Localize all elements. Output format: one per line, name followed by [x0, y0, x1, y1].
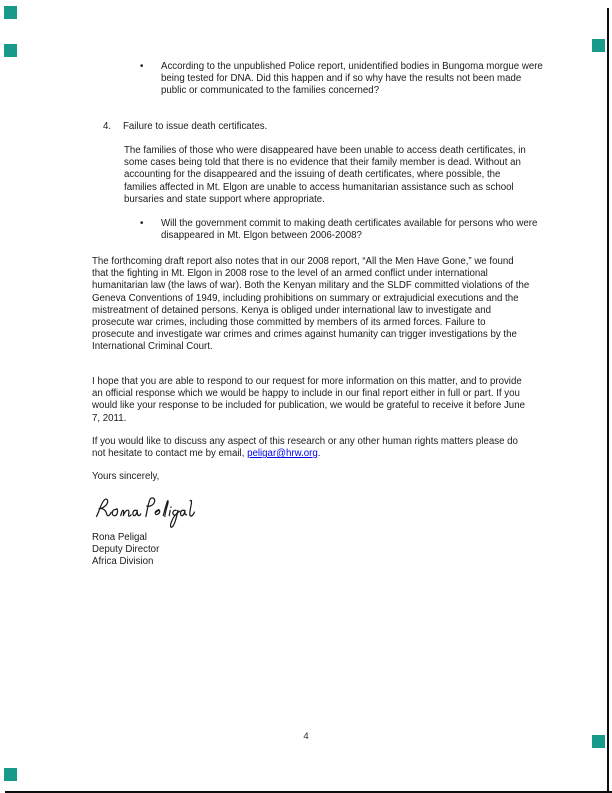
- bullet-item-text: According to the unpublished Police report, unidentified bodies in Bungoma morgue were being tested for DNA. Did this happen and if so why have the results not been made public or communicated to the families concerned?: [161, 61, 543, 97]
- list-item-number: 4.: [103, 121, 112, 132]
- paragraph-forthcoming-report: The forthcoming draft report also notes that in our 2008 report, “All the Men Have Gone,” we found that the fighting in Mt. Elgon in 2008 rose to the level of an armed conflict under international humanitarian law (the laws of war). Both the Kenyan military and the SLDF committed violations of the Geneva Conventions of 1949, including prohibitions on summary or extrajudicial executions and the mistreatment of detained persons. Kenya is obliged under international law to investigate and prosecute war crimes, including those committed by members of its armed forces. Failure to prosecute and investigate war crimes and crimes against humanity can trigger investigations by the International Criminal Court.: [92, 256, 530, 353]
- paragraph-families: The families of those who were disappeared have been unable to access death certificates, in some cases being told that there is no evidence that their family member is dead. Without an accounting for the disappeared and the issuing of death certificates, where possible, the families affected in Mt. Elgon are unable to access humanitarian assistance such as school bursaries and state support where appropriate.: [124, 145, 526, 205]
- closing-salutation: Yours sincerely,: [92, 471, 160, 482]
- bullet-icon: •: [140, 61, 144, 72]
- corner-marker-bottom-left: [4, 768, 17, 781]
- contact-text-before: If you would like to discuss any aspect of this research or any other human rights matters please do not hesitate to contact me by email,: [92, 436, 518, 460]
- page-number: 4: [303, 731, 309, 742]
- corner-marker-left-upper: [4, 44, 17, 57]
- bullet-item-police-report: [140, 61, 544, 98]
- contact-text-after: .: [317, 448, 321, 460]
- corner-marker-top-left: [4, 6, 17, 19]
- scan-edge-right: [607, 8, 609, 791]
- bullet-icon: •: [140, 218, 144, 229]
- list-item-title: Failure to issue death certificates.: [123, 121, 268, 132]
- list-item-4: [103, 121, 533, 133]
- bullet-item-death-certificates: [140, 218, 544, 242]
- paragraph-request-response: I hope that you are able to respond to our request for more information on this matter, and to provide an official response which we would be happy to include in our final report either in full or part. If you would like your response to be included for publication, we would be grateful to receive it before June 7, 2011.: [92, 376, 525, 424]
- corner-marker-top-right: [592, 39, 605, 52]
- bullet-item-text: Will the government commit to making death certificates available for persons who were disappeared in Mt. Elgon between 2006-2008?: [161, 218, 538, 242]
- signer-block: [92, 532, 159, 569]
- signer-title: Deputy Director: [92, 544, 160, 556]
- paragraph-contact: [92, 436, 530, 460]
- signer-name: Rona Peligal: [92, 532, 147, 543]
- email-link[interactable]: peligar@hrw.org: [247, 448, 318, 460]
- signature-image: [93, 492, 197, 534]
- signer-division: Africa Division: [92, 556, 154, 568]
